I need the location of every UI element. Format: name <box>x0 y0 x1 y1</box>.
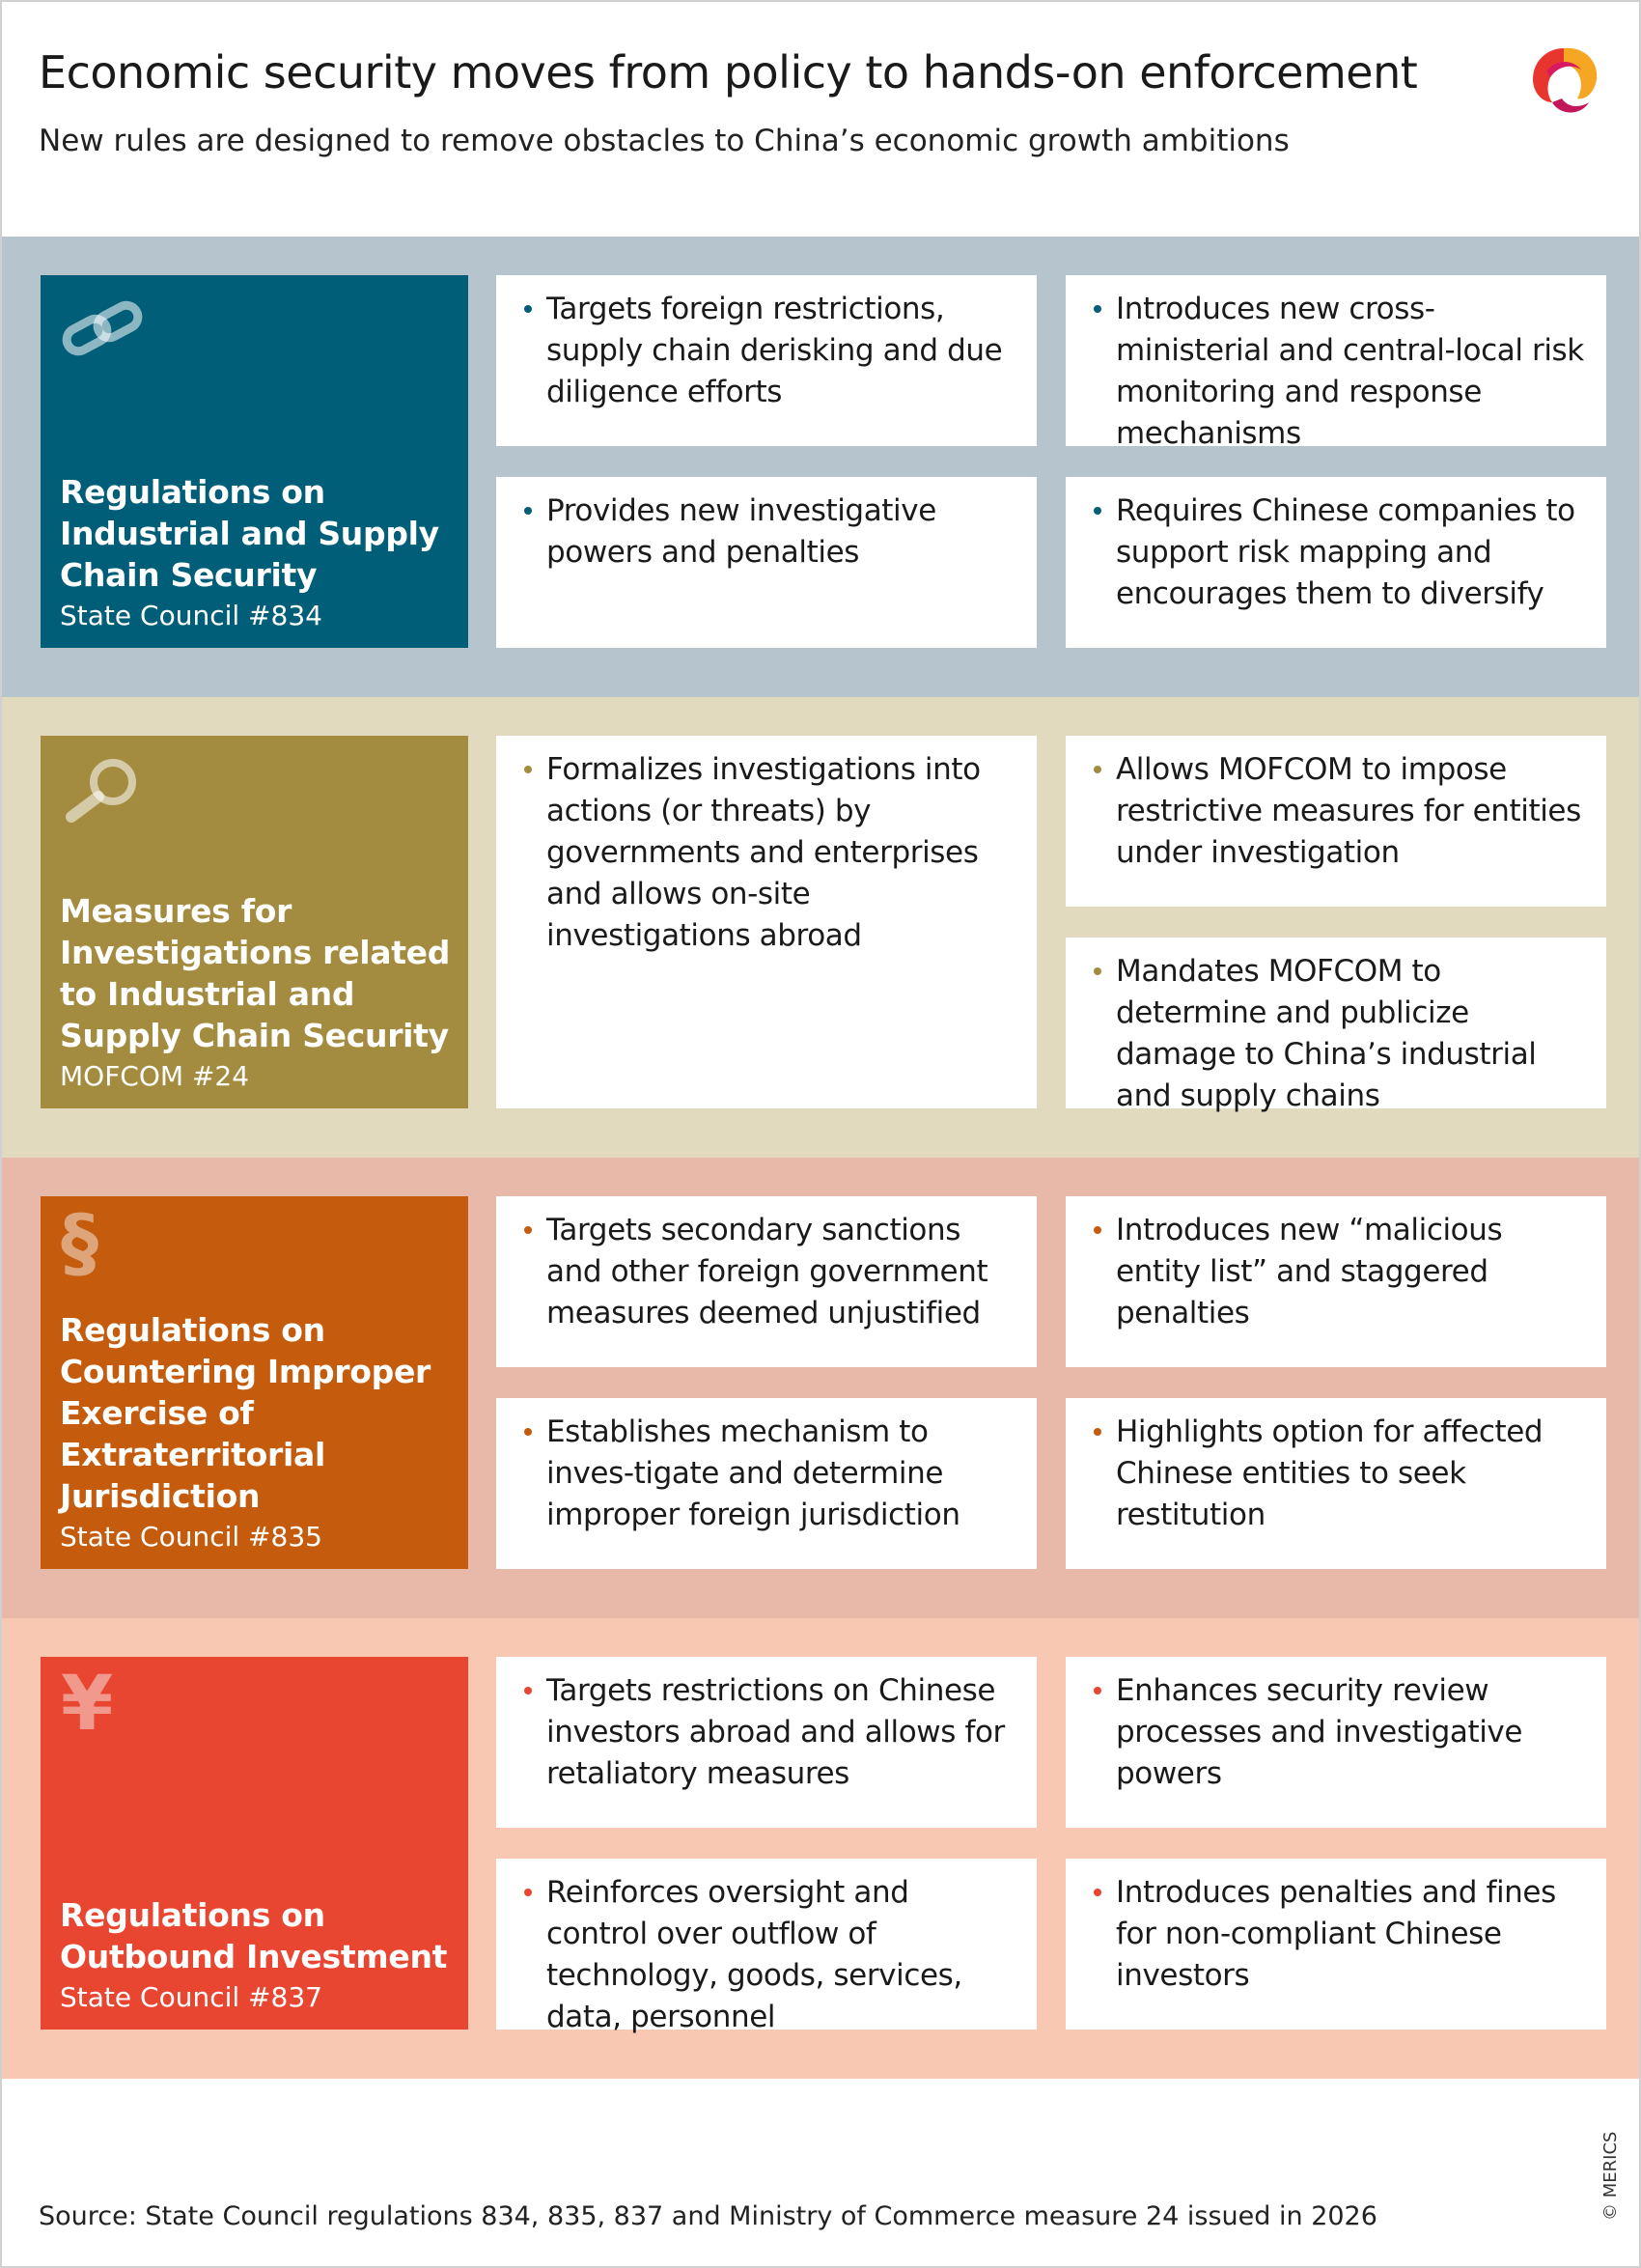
measure-card <box>1066 1859 1606 2030</box>
regulation-reference: State Council #835 <box>60 1521 322 1553</box>
measure-card <box>496 1398 1037 1569</box>
measure-card <box>1066 1398 1606 1569</box>
section-sign-icon: § <box>61 1200 98 1287</box>
measure-text: Mandates MOFCOM to determine and publicize damage to China’s industrial and supply chains <box>1116 951 1587 1117</box>
measure-text: Establishes mechanism to inves-tigate and determine improper foreign jurisdiction <box>546 1412 1017 1536</box>
measure-card <box>1066 477 1606 648</box>
regulation-reference: MOFCOM #24 <box>60 1060 250 1092</box>
yuan-sign-icon: ¥ <box>61 1661 114 1748</box>
regulation-row-extraterritorial <box>2 1158 1639 1618</box>
regulation-tile <box>41 736 468 1108</box>
measure-text: Highlights option for affected Chinese entities to seek restitution <box>1116 1412 1587 1536</box>
regulation-name: Measures for Investigations related to Industrial and Supply Chain Security <box>60 892 451 1054</box>
measure-card <box>1066 1657 1606 1828</box>
measure-text: Allows MOFCOM to impose restrictive measures for entities under investigation <box>1116 749 1587 874</box>
regulation-name: Regulations on Industrial and Supply Chain Security <box>60 473 439 594</box>
measure-card <box>496 275 1037 446</box>
measure-text: Targets restrictions on Chinese investors abroad and allows for retaliatory measures <box>546 1670 1017 1795</box>
measure-text: Reinforces oversight and control over outflow of technology, goods, services, data, personnel <box>546 1872 1017 2038</box>
regulation-tile <box>41 1196 468 1569</box>
copyright-note: © MERICS <box>1600 2131 1621 2221</box>
chain-link-icon <box>60 294 147 364</box>
measure-card <box>1066 938 1606 1113</box>
measure-card <box>1066 736 1606 907</box>
measure-text: Introduces new cross-ministerial and central-local risk monitoring and response mechanisms <box>1116 289 1587 455</box>
measure-card <box>496 1196 1037 1367</box>
regulation-tile <box>41 275 468 648</box>
regulation-reference: State Council #834 <box>60 600 322 631</box>
measure-text: Targets foreign restrictions, supply chain derisking and due diligence efforts <box>546 289 1017 413</box>
page-title: Economic security moves from policy to hands-on enforcement <box>39 46 1418 98</box>
regulation-name: Regulations on Outbound Investment <box>60 1896 448 1975</box>
measure-text: Enhances security review processes and investigative powers <box>1116 1670 1587 1795</box>
page-subtitle: New rules are designed to remove obstacles to China’s economic growth ambitions <box>39 124 1290 158</box>
measure-card <box>496 1859 1037 2034</box>
merics-logo-icon <box>1525 42 1602 120</box>
measure-card <box>496 1657 1037 1828</box>
source-note: Source: State Council regulations 834, 835, 837 and Ministry of Commerce measure 24 issued in 2026 <box>39 2201 1377 2231</box>
measure-text: Introduces penalties and fines for non-compliant Chinese investors <box>1116 1872 1587 1997</box>
measure-text: Provides new investigative powers and penalties <box>546 490 1017 574</box>
measure-text: Introduces new “malicious entity list” and staggered penalties <box>1116 1210 1587 1334</box>
measure-text: Formalizes investigations into actions (or threats) by governments and enterprises and allows on-site investigations abroad <box>546 749 1017 957</box>
regulation-tile <box>41 1657 468 2030</box>
measure-card <box>1066 1196 1606 1367</box>
regulation-row-outbound-investment <box>2 1618 1639 2079</box>
measure-text: Requires Chinese companies to support risk mapping and encourages them to diversify <box>1116 490 1587 615</box>
regulation-name: Regulations on Countering Improper Exercise of Extraterritorial Jurisdiction <box>60 1311 431 1515</box>
measure-text: Targets secondary sanctions and other foreign government measures deemed unjustified <box>546 1210 1017 1334</box>
measure-card <box>1066 275 1606 451</box>
regulation-reference: State Council #837 <box>60 1981 322 2013</box>
regulation-row-investigations <box>2 697 1639 1158</box>
regulation-row-supply-chain <box>2 237 1639 697</box>
measure-card <box>496 736 1037 1108</box>
magnifier-icon <box>60 755 147 825</box>
measure-card <box>496 477 1037 648</box>
